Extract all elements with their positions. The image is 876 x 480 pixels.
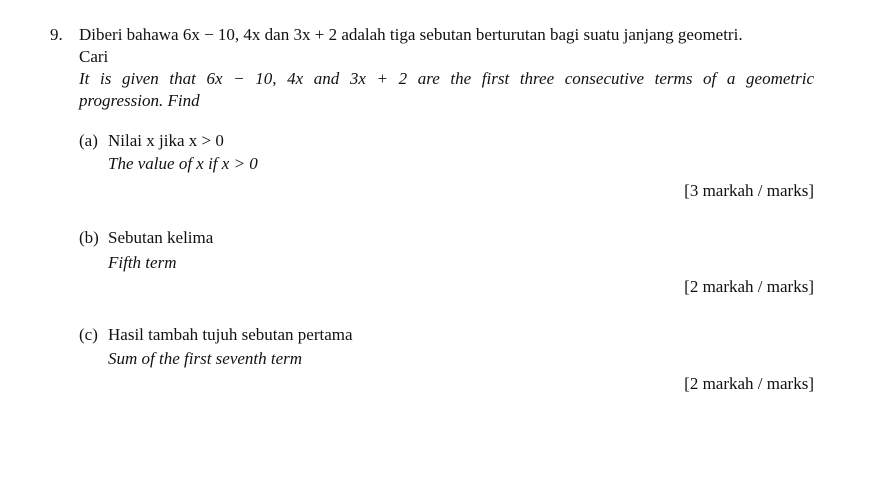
question-stem-english-line2: progression. Find — [79, 91, 200, 110]
part-a-text-english: The value of x if x > 0 — [108, 154, 258, 173]
part-b-label: (b) — [79, 228, 99, 247]
question-stem-malay: Diberi bahawa 6x − 10, 4x dan 3x + 2 adalah tiga sebutan berturutan bagi suatu janjang geometri. — [79, 25, 743, 44]
part-b-marks: [2 markah / marks] — [684, 277, 814, 296]
part-c-label: (c) — [79, 325, 98, 344]
part-a-text-malay: Nilai x jika x > 0 — [108, 131, 224, 150]
part-b-text-malay: Sebutan kelima — [108, 228, 214, 247]
part-c-marks: [2 markah / marks] — [684, 374, 814, 393]
part-b-text-english: Fifth term — [108, 253, 177, 272]
question-number: 9. — [50, 25, 63, 44]
part-a-marks: [3 markah / marks] — [684, 181, 814, 200]
question-stem-english-line1: It is given that 6x − 10, 4x and 3x + 2 are the first three consecutive terms of a geometric — [79, 69, 814, 88]
question-stem-malay-cari: Cari — [79, 47, 109, 66]
part-c-text-english: Sum of the first seventh term — [108, 349, 303, 368]
part-a-label: (a) — [79, 131, 98, 150]
part-c-text-malay: Hasil tambah tujuh sebutan pertama — [108, 325, 353, 344]
